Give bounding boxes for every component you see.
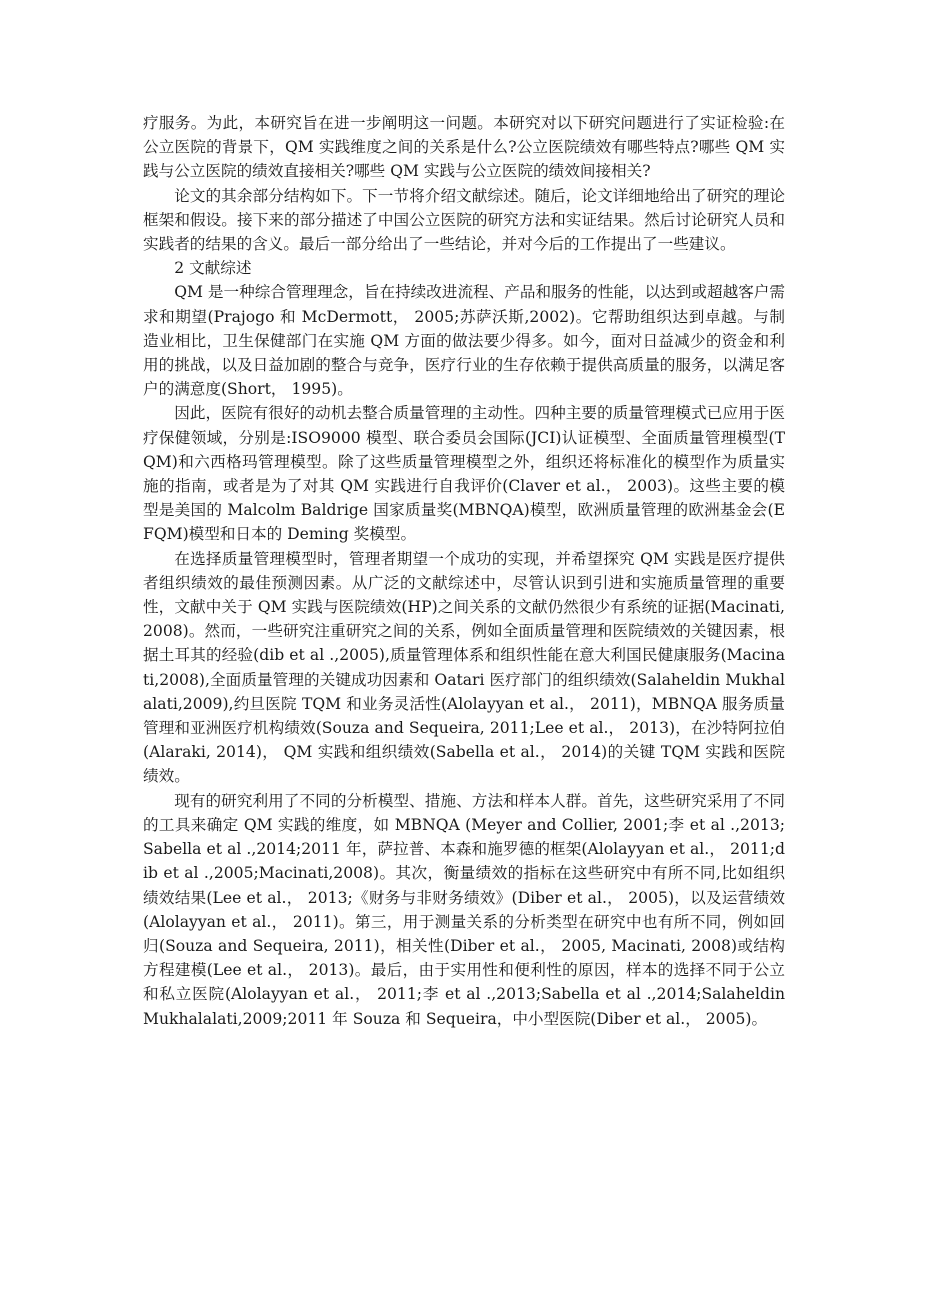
paragraph-research-differences: 现有的研究利用了不同的分析模型、措施、方法和样本人群。首先，这些研究采用了不同的工具来确定 QM 实践的维度，如 MBNQA (Meyer and Collier, 2001;李 et al .,2013;Sabella et al .,2014;2011 年，萨拉普、本森和施罗德的框架(Alolayyan et al.， 2011;dib et al .,2005;Macinati,2008)。其次，衡量绩效的指标在这些研究中有所不同,比如组织绩效结果(Lee et al.， 2013;《财务与非财务绩效》(Diber et al.， 2005)，以及运营绩效(Alolayyan et al.， 2011)。第三，用于测量关系的分析类型在研究中也有所不同，例如回归(Souza and Sequeira, 2011)，相关性(Diber et al.， 2005, Macinati, 2008)或结构方程建模(Lee et al.， 2013)。最后，由于实用性和便利性的原因，样本的选择不同于公立和私立医院(Alolayyan et al.， 2011;李 et al .,2013;Sabella et al .,2014;Salaheldin Mukhalalati,2009;2011 年 Souza 和 Sequeira，中小型医院(Diber et al.， 2005)。 [143, 791, 785, 1028]
paragraph-qm-definition: QM 是一种综合管理理念，旨在持续改进流程、产品和服务的性能，以达到或超越客户需求和期望(Prajogo 和 McDermott， 2005;苏萨沃斯,2002)。它帮助组织达到卓越。与制造业相比，卫生保健部门在实施 QM 方面的做法要少得多。如今，面对日益减少的资金和利用的挑战，以及日益加剧的整合与竞争，医疗行业的生存依赖于提供高质量的服务，以满足客户的满意度(Short， 1995)。 [143, 283, 785, 399]
paragraph-structure: 论文的其余部分结构如下。下一节将介绍文献综述。随后，论文详细地给出了研究的理论框架和假设。接下来的部分描述了中国公立医院的研究方法和实证结果。然后讨论研究人员和实践者的结果的含义。最后一部分给出了一些结论，并对今后的工作提出了一些建议。 [143, 186, 785, 254]
paragraph-literature-evidence: 在选择质量管理模型时，管理者期望一个成功的实现，并希望探究 QM 实践是医疗提供者组织绩效的最佳预测因素。从广泛的文献综述中，尽管认识到引进和实施质量管理的重要性，文献中关于 QM 实践与医院绩效(HP)之间关系的文献仍然很少有系统的证据(Macinati, 2008)。然而，一些研究注重研究之间的关系，例如全面质量管理和医院绩效的关键因素，根据土耳其的经验(dib et al .,2005),质量管理体系和组织性能在意大利国民健康服务(Macinati,2008),全面质量管理的关键成功因素和 Oatari 医疗部门的组织绩效(Salaheldin Mukhalalati,2009),约旦医院 TQM 和业务灵活性(Alolayyan et al.， 2011)，MBNQA 服务质量管理和亚洲医疗机构绩效(Souza and Sequeira, 2011;Lee et al.， 2013)，在沙特阿拉伯(Alaraki, 2014)， QM 实践和组织绩效(Sabella et al.， 2014)的关键 TQM 实践和医院绩效。 [143, 549, 785, 786]
body-text [143, 111, 785, 1031]
paragraph-quality-models: 因此，医院有很好的动机去整合质量管理的主动性。四种主要的质量管理模式已应用于医疗保健领域，分别是:ISO9000 模型、联合委员会国际(JCI)认证模型、全面质量管理模型(TQM)和六西格玛管理模型。除了这些质量管理模型之外，组织还将标准化的模型作为质量实施的指南，或者是为了对其 QM 实践进行自我评价(Claver et al.， 2003)。这些主要的模型是美国的 Malcolm Baldrige 国家质量奖(MBNQA)模型，欧洲质量管理的欧洲基金会(EFQM)模型和日本的 Deming 奖模型。 [143, 404, 785, 544]
paragraph-continuation: 疗服务。为此，本研究旨在进一步阐明这一问题。本研究对以下研究问题进行了实证检验:在公立医院的背景下，QM 实践维度之间的关系是什么?公立医院绩效有哪些特点?哪些 QM 实践与公立医院的绩效直接相关?哪些 QM 实践与公立医院的绩效间接相关? [143, 114, 785, 181]
section-heading: 2 文献综述 [174, 259, 252, 278]
